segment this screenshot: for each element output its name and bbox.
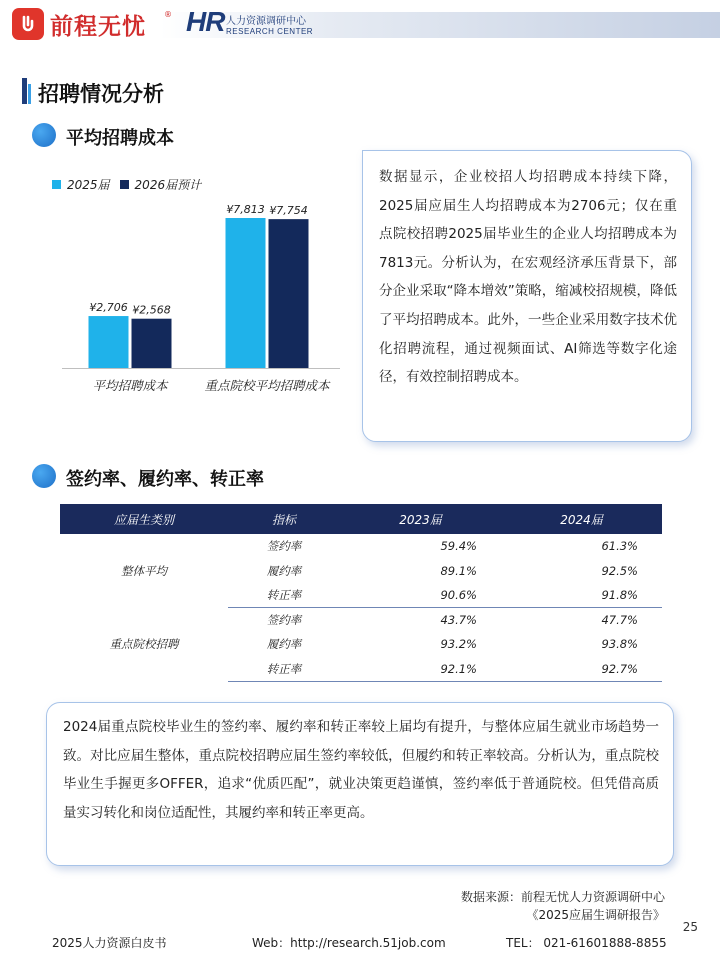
- value-2023: 93.2%: [440, 637, 477, 652]
- legend-label-2025: 2025届: [67, 178, 110, 192]
- subsection-title-rates: 签约率、履约率、转正率: [66, 469, 264, 490]
- legend-label-2026: 2026届预计: [134, 178, 202, 192]
- data-source-line1: 数据来源：前程无忧人力资源调研中心: [460, 890, 665, 904]
- rates-table: [60, 504, 662, 682]
- table-header-row: [60, 504, 662, 534]
- value-2024: 92.7%: [501, 657, 662, 682]
- data-label: ¥7,754: [269, 204, 308, 218]
- rates-analysis-box: [46, 702, 674, 866]
- value-2024: 61.3%: [601, 539, 638, 554]
- metric-cell: 履约率: [266, 563, 302, 578]
- registered-mark: ®: [164, 10, 172, 19]
- bullet-dot-icon: [32, 123, 56, 147]
- data-label: ¥2,568: [132, 303, 171, 317]
- value-2024: 92.5%: [601, 563, 638, 578]
- group-label: 整体平均: [121, 563, 167, 578]
- bar-2025-0: [89, 316, 129, 368]
- bullet-dot-icon: [32, 464, 56, 488]
- cost-analysis-box: [362, 150, 692, 442]
- group-label: 重点院校招聘: [109, 637, 179, 652]
- section-accent-bar: [22, 78, 27, 104]
- value-2023: 90.6%: [340, 583, 501, 608]
- table-row: [60, 608, 662, 633]
- section-accent-bar-light: [28, 84, 31, 104]
- data-label: ¥2,706: [89, 301, 128, 315]
- value-2023: 89.1%: [440, 563, 477, 578]
- footer-phone: TEL： 021-61601888-8855: [506, 936, 667, 950]
- rates-analysis-text: 2024届重点院校毕业生的签约率、履约率和转正率较上届均有提升，与整体应届生就业市场趋势一致。对比应届生整体，重点院校招聘应届生签约率较低，但履约和转正率较高。分析认为，重点院校毕业生手握更多OFFER，追求“优质匹配”，就业决策更趋谨慎，签约率低于普通院校。但凭借高质量实习转化和岗位适配性，其履约率和转正率更高。: [63, 719, 659, 821]
- hr-center-en: RESEARCH CENTER: [226, 27, 314, 36]
- recruitment-cost-bar-chart: [40, 190, 350, 410]
- page-number: 25: [682, 920, 698, 934]
- value-2023: 59.4%: [440, 539, 477, 554]
- subsection-title-cost: 平均招聘成本: [66, 128, 174, 149]
- section-title: 招聘情况分析: [38, 82, 164, 106]
- legend-swatch-2026: [120, 180, 129, 189]
- hr-center-cn: 人力资源调研中心: [226, 16, 306, 27]
- cost-analysis-text: 数据显示，企业校招人均招聘成本持续下降，2025届应届生人均招聘成本为2706元；仅在重点院校招聘2025届毕业生的企业人均招聘成本为7813元。分析认为，在宏观经济承压背景下，部分企业采取“降本增效”策略，缩减校招规模，降低了平均招聘成本。此外，一些企业采用数字技术优化招聘流程，通过视频面试、AI筛选等数字化途径，有效控制招聘成本。: [379, 169, 677, 386]
- legend-swatch-2025: [52, 180, 61, 189]
- value-2024: 93.8%: [601, 637, 638, 652]
- bar-2026-1: [269, 219, 309, 368]
- metric-cell: 转正率: [228, 657, 340, 682]
- value-2024: 47.7%: [601, 613, 638, 627]
- value-2023: 92.1%: [340, 657, 501, 682]
- col-header-metric: 指标: [228, 504, 340, 534]
- metric-cell: 签约率: [266, 613, 302, 627]
- col-header-2024: 2024届: [501, 504, 662, 534]
- data-source-line2: 《2025应届生调研报告》: [526, 908, 665, 922]
- hr-logo: HR: [186, 6, 225, 37]
- col-header-category: 应届生类别: [60, 504, 228, 534]
- bar-2025-1: [226, 218, 266, 368]
- data-source: [461, 888, 665, 924]
- footer-title: 2025人力资源白皮书: [52, 936, 167, 950]
- value-2023: 43.7%: [440, 613, 477, 627]
- value-2024: 91.8%: [501, 583, 662, 608]
- page-header: [0, 0, 720, 50]
- 51job-logo-icon: [12, 8, 44, 40]
- category-label: 重点院校平均招聘成本: [204, 378, 330, 393]
- metric-cell: 转正率: [228, 583, 340, 608]
- metric-cell: 签约率: [266, 539, 302, 554]
- col-header-2023: 2023届: [340, 504, 501, 534]
- table-row: [60, 534, 662, 559]
- metric-cell: 履约率: [266, 637, 302, 652]
- category-label: 平均招聘成本: [92, 378, 168, 393]
- logo-text: 前程无忧: [50, 14, 146, 40]
- bar-2026-0: [132, 319, 172, 368]
- data-label: ¥7,813: [226, 203, 265, 216]
- footer-website[interactable]: Web：http://research.51job.com: [252, 936, 446, 950]
